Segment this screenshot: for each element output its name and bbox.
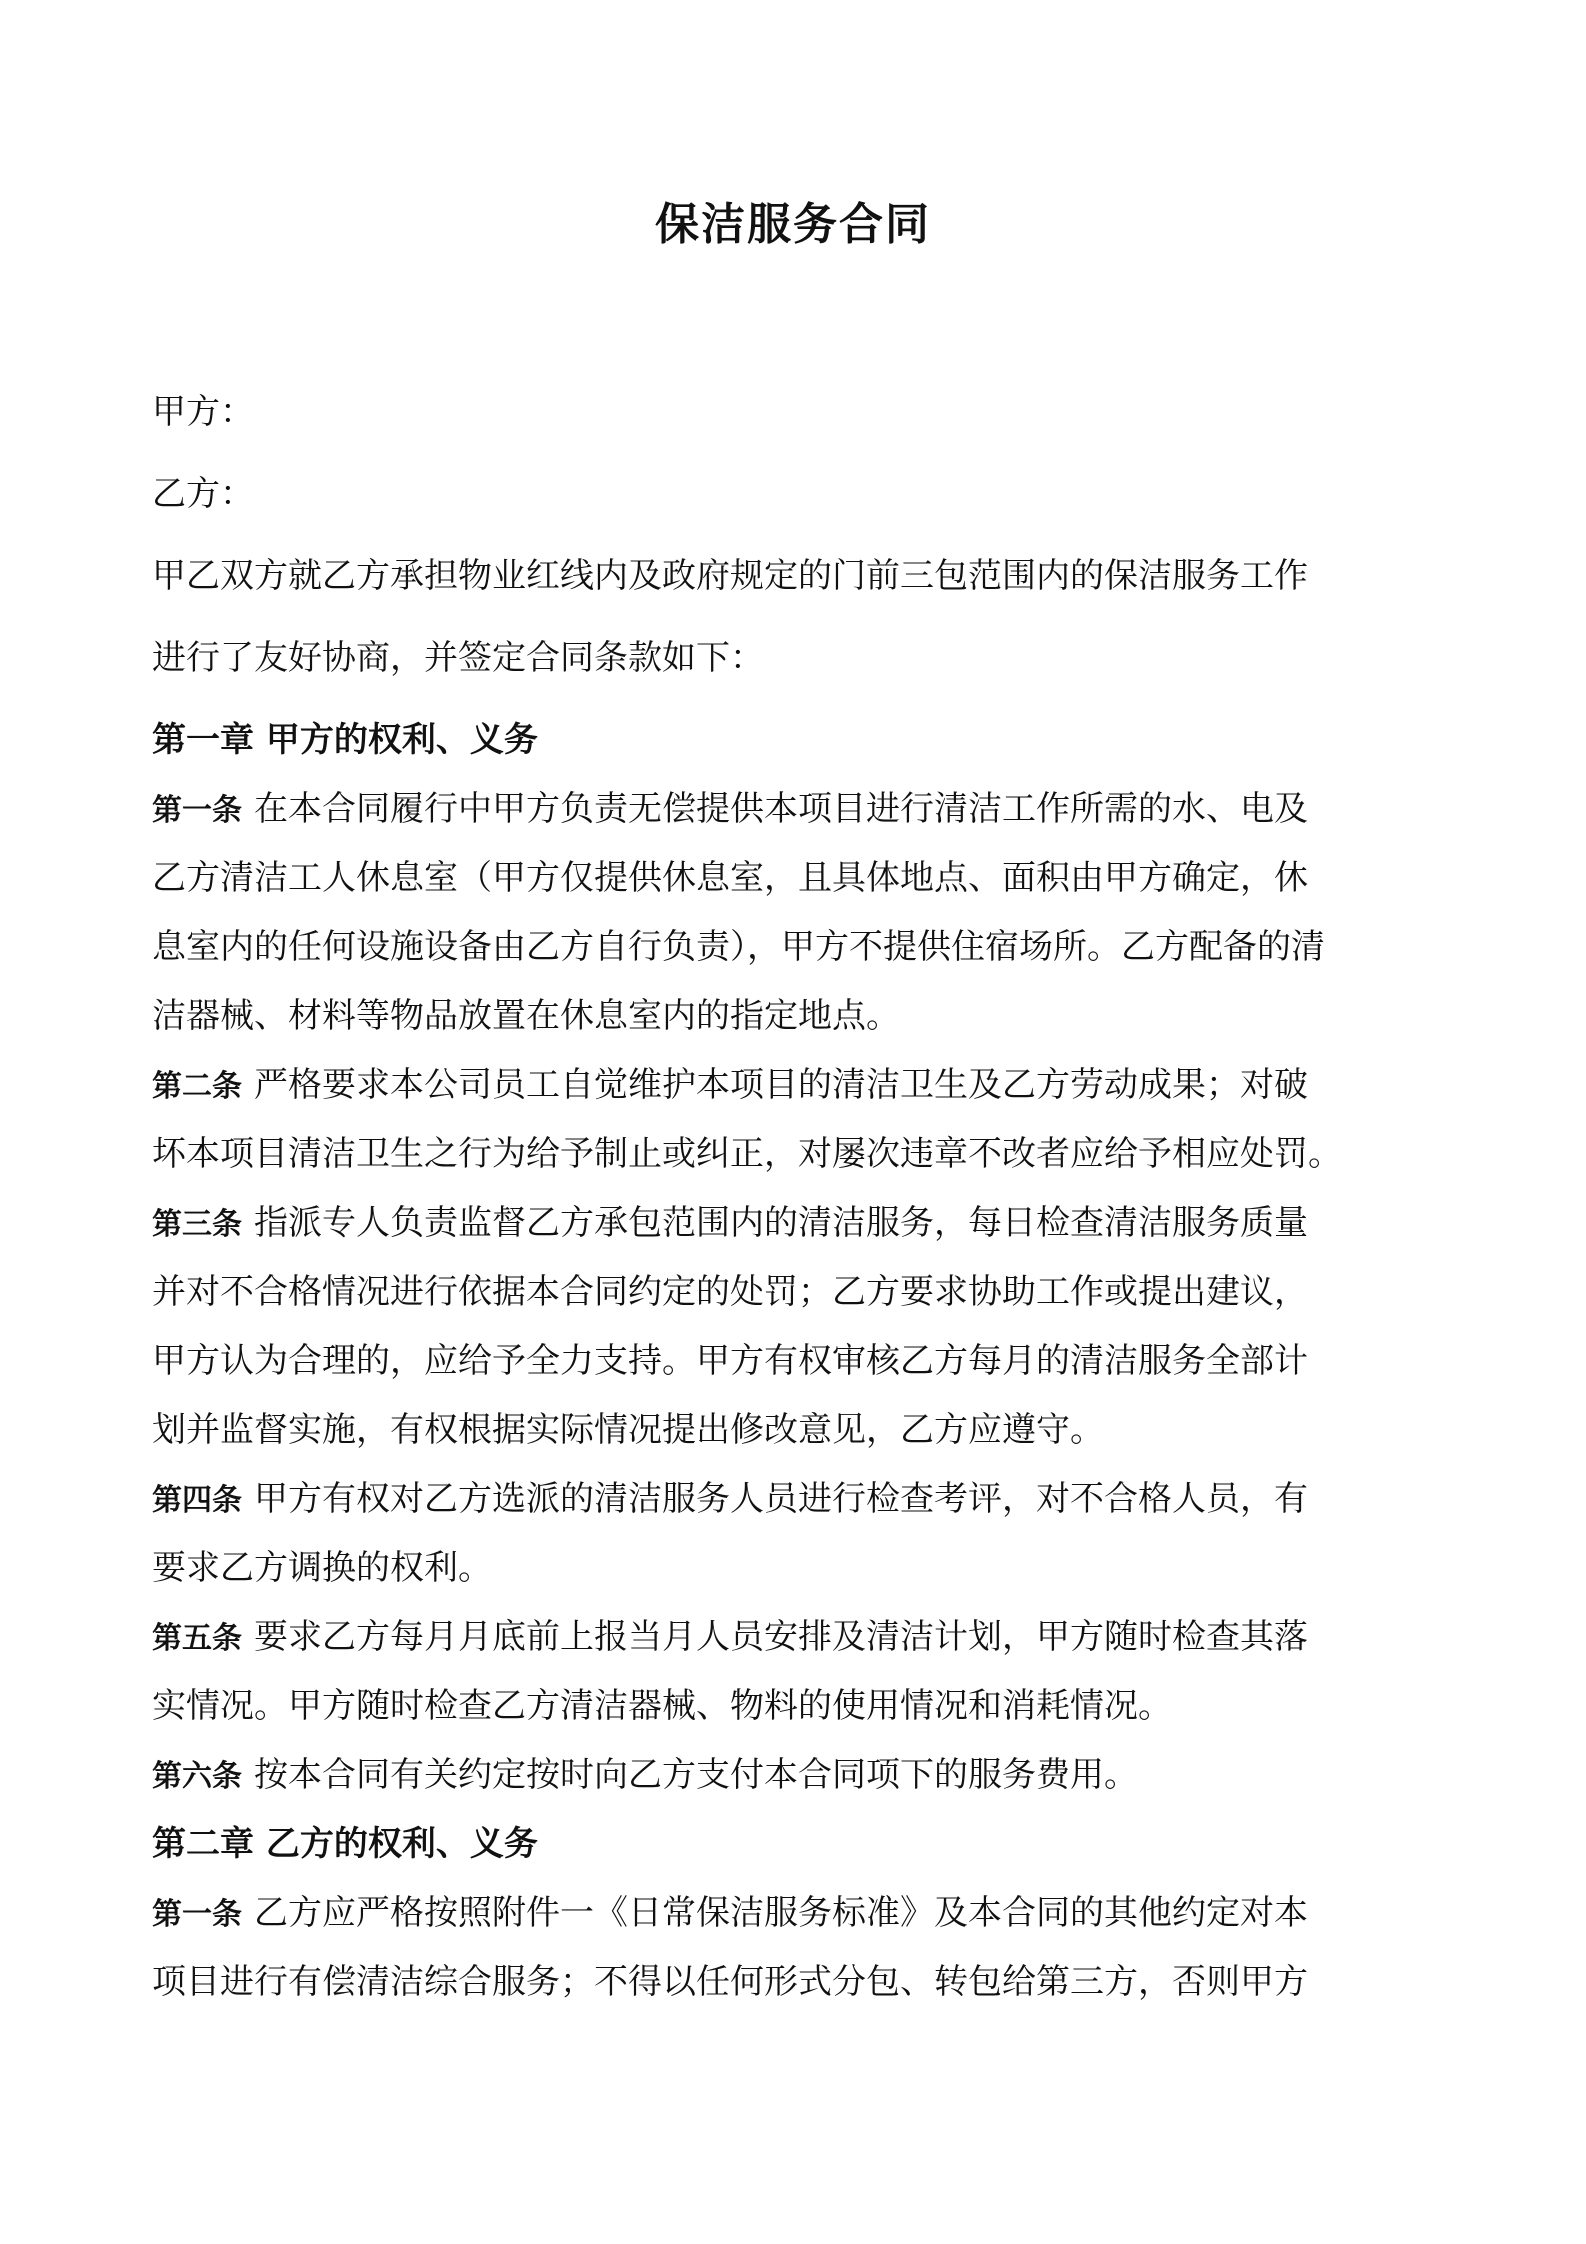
article-text: 要求乙方每月月底前上报当月人员安排及清洁计划，甲方随时检查其落 bbox=[254, 1617, 1308, 1657]
article-line bbox=[152, 1879, 1442, 1948]
article-label: 第一条 bbox=[152, 793, 242, 828]
article-line: 划并监督实施，有权根据实际情况提出修改意见，乙方应遵守。 bbox=[152, 1410, 1104, 1450]
document-title: 保洁服务合同 bbox=[655, 199, 931, 250]
article-line: 息室内的任何设施设备由乙方自行负责），甲方不提供住宿场所。乙方配备的清 bbox=[152, 927, 1325, 967]
article-label: 第四条 bbox=[152, 1483, 242, 1518]
article-line: 洁器械、材料等物品放置在休息室内的指定地点。 bbox=[152, 996, 900, 1036]
article-line: 要求乙方调换的权利。 bbox=[152, 1548, 492, 1588]
chapter-heading: 第一章 甲方的权利、义务 bbox=[152, 720, 538, 760]
article-text: 在本合同履行中甲方负责无偿提供本项目进行清洁工作所需的水、电及 bbox=[254, 789, 1308, 829]
article-line bbox=[152, 1465, 1442, 1534]
article-label: 第二条 bbox=[152, 1069, 242, 1104]
article-text: 严格要求本公司员工自觉维护本项目的清洁卫生及乙方劳动成果；对破 bbox=[254, 1065, 1308, 1105]
article-label: 第一条 bbox=[152, 1897, 242, 1932]
article-line: 甲方认为合理的，应给予全力支持。甲方有权审核乙方每月的清洁服务全部计 bbox=[152, 1341, 1308, 1381]
article-label: 第六条 bbox=[152, 1759, 242, 1794]
article-text: 乙方应严格按照附件一《日常保洁服务标准》及本合同的其他约定对本 bbox=[254, 1893, 1308, 1933]
article-line: 乙方清洁工人休息室（甲方仅提供休息室，且具体地点、面积由甲方确定，休 bbox=[152, 858, 1308, 898]
article-line bbox=[152, 1603, 1442, 1672]
article-line bbox=[152, 1051, 1442, 1120]
article-text: 甲方有权对乙方选派的清洁服务人员进行检查考评，对不合格人员，有 bbox=[254, 1479, 1308, 1519]
article-line: 实情况。甲方随时检查乙方清洁器械、物料的使用情况和消耗情况。 bbox=[152, 1686, 1172, 1726]
article-text: 按本合同有关约定按时向乙方支付本合同项下的服务费用。 bbox=[254, 1755, 1138, 1795]
article-line bbox=[152, 775, 1442, 844]
article-label: 第三条 bbox=[152, 1207, 242, 1242]
article-line: 坏本项目清洁卫生之行为给予制止或纠正，对屡次违章不改者应给予相应处罚。 bbox=[152, 1134, 1342, 1174]
intro-line: 进行了友好协商，并签定合同条款如下： bbox=[152, 638, 764, 678]
article-line: 项目进行有偿清洁综合服务；不得以任何形式分包、转包给第三方，否则甲方 bbox=[152, 1962, 1308, 2002]
party-b-line: 乙方： bbox=[152, 474, 254, 514]
article-line bbox=[152, 1741, 1442, 1810]
intro-line: 甲乙双方就乙方承担物业红线内及政府规定的门前三包范围内的保洁服务工作 bbox=[152, 556, 1308, 596]
party-a-line: 甲方： bbox=[152, 392, 254, 432]
article-text: 指派专人负责监督乙方承包范围内的清洁服务，每日检查清洁服务质量 bbox=[254, 1203, 1308, 1243]
contract-body bbox=[152, 378, 1442, 2017]
article-line bbox=[152, 1189, 1442, 1258]
article-label: 第五条 bbox=[152, 1621, 242, 1656]
article-line: 并对不合格情况进行依据本合同约定的处罚；乙方要求协助工作或提出建议， bbox=[152, 1272, 1308, 1312]
chapter-heading: 第二章 乙方的权利、义务 bbox=[152, 1824, 538, 1864]
